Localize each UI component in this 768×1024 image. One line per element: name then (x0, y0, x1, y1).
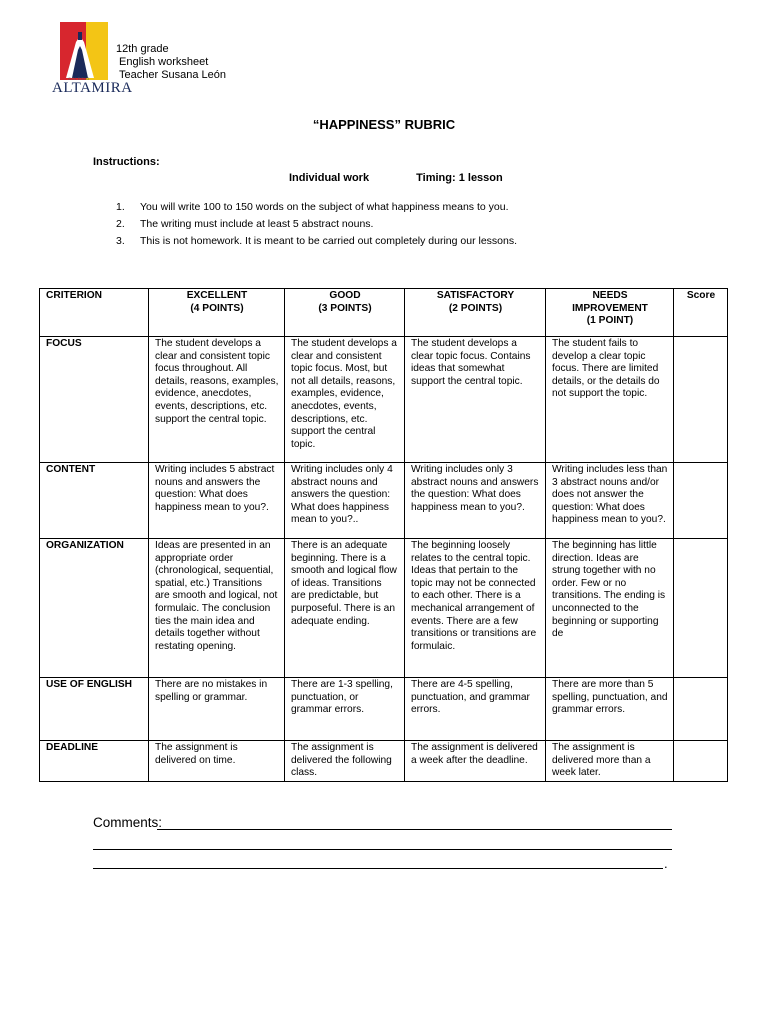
work-meta (289, 172, 503, 184)
logo-text: ALTAMIRA (52, 80, 133, 96)
header-score: Score (674, 289, 728, 337)
rubric-cell-needs: Writing includes less than 3 abstract nouns and/or does not answer the question: What does happiness mean to you?. (546, 463, 674, 539)
rubric-cell-excellent: Writing includes 5 abstract nouns and answers the question: What does happiness mean to you?. (149, 463, 285, 539)
rubric-row (40, 678, 728, 741)
header-needs-improvement: NEEDS IMPROVEMENT (1 POINT) (546, 289, 674, 337)
rubric-cell-needs: The student fails to develop a clear topic focus. There are limited details, or the details do not support the topic. (546, 337, 674, 463)
rubric-cell-criterion: ORGANIZATION (40, 539, 149, 678)
rubric-cell-excellent: There are no mistakes in spelling or grammar. (149, 678, 285, 741)
rubric-cell-excellent: The assignment is delivered on time. (149, 741, 285, 782)
rubric-cell-criterion: CONTENT (40, 463, 149, 539)
rubric-cell-satisfactory: The beginning loosely relates to the central topic. Ideas that pertain to the topic may not be connected to each other. There is a mechanical arrangement of events. There are a few transitions or transitions are formulaic. (405, 539, 546, 678)
instruction-text: The writing must include at least 5 abstract nouns. (140, 217, 374, 230)
rubric-cell-score[interactable] (674, 337, 728, 463)
comment-line (93, 868, 663, 869)
rubric-cell-good: The assignment is delivered the following class. (285, 741, 405, 782)
rubric-cell-needs: There are more than 5 spelling, punctuation, and grammar errors. (546, 678, 674, 741)
subject-line: English worksheet (119, 56, 209, 68)
rubric-cell-satisfactory: The student develops a clear topic focus. Contains ideas that somewhat support the central topic. (405, 337, 546, 463)
rubric-cell-needs: The assignment is delivered more than a week later. (546, 741, 674, 782)
comment-end-mark: . (664, 856, 668, 871)
rubric-cell-satisfactory: Writing includes only 3 abstract nouns and answers the question: What does happiness mean to you?. (405, 463, 546, 539)
rubric-cell-needs: The beginning has little direction. Ideas are strung together with no order. Few or no transitions. The ending is unconnected to the beginning or supporting de (546, 539, 674, 678)
instructions-label: Instructions: (93, 156, 160, 168)
rubric-cell-score[interactable] (674, 539, 728, 678)
rubric-cell-score[interactable] (674, 463, 728, 539)
instruction-item (116, 232, 517, 249)
rubric-cell-satisfactory: There are 4-5 spelling, punctuation, and grammar errors. (405, 678, 546, 741)
instruction-number: 1. (116, 200, 125, 213)
rubric-cell-score[interactable] (674, 678, 728, 741)
instruction-list (116, 198, 517, 249)
rubric-cell-criterion: USE OF ENGLISH (40, 678, 149, 741)
rubric-row (40, 463, 728, 539)
rubric-cell-good: The student develops a clear and consistent topic focus. Most, but not all details, reasons, examples, evidence, anecdotes, events, descriptions, etc. support the central topic. (285, 337, 405, 463)
rubric-cell-criterion: FOCUS (40, 337, 149, 463)
instruction-number: 3. (116, 234, 125, 247)
header-good: GOOD (3 POINTS) (285, 289, 405, 337)
rubric-table (39, 288, 728, 782)
rubric-cell-good: There are 1-3 spelling, punctuation, or grammar errors. (285, 678, 405, 741)
page-title: “HAPPINESS” RUBRIC (312, 117, 456, 132)
rubric-header-row (40, 289, 728, 337)
header-satisfactory: SATISFACTORY (2 POINTS) (405, 289, 546, 337)
worksheet-header (116, 43, 226, 82)
rubric-cell-score[interactable] (674, 741, 728, 782)
comment-line (93, 849, 672, 850)
instruction-text: This is not homework. It is meant to be carried out completely during our lessons. (140, 234, 518, 247)
rubric-cell-good: Writing includes only 4 abstract nouns and answers the question: What does happiness mean to you?.. (285, 463, 405, 539)
rubric-row (40, 539, 728, 678)
teacher-line: Teacher Susana León (119, 69, 227, 81)
rubric-cell-criterion: DEADLINE (40, 741, 149, 782)
rubric-cell-excellent: Ideas are presented in an appropriate order (chronological, sequential, spatial, etc.) Transitions are smooth and logical, not formulaic. The conclusion ties the main idea and details together without restating opening. (149, 539, 285, 678)
instruction-text: You will write 100 to 150 words on the subject of what happiness means to you. (140, 200, 509, 213)
header-excellent: EXCELLENT (4 POINTS) (149, 289, 285, 337)
header-criterion: CRITERION (40, 289, 149, 337)
rubric-cell-good: There is an adequate beginning. There is a smooth and logical flow of ideas. Transitions are predictable, but purposeful. There is an adequate ending. (285, 539, 405, 678)
rubric-cell-satisfactory: The assignment is delivered a week after the deadline. (405, 741, 546, 782)
rubric-cell-excellent: The student develops a clear and consistent topic focus throughout. All details, reasons, examples, evidence, anecdotes, events, descriptions, etc. support the central topic. (149, 337, 285, 463)
instruction-item (116, 215, 517, 232)
rubric-row (40, 741, 728, 782)
instruction-number: 2. (116, 217, 125, 230)
comment-line (157, 829, 672, 830)
logo-subtext: COLEGIO (68, 76, 90, 81)
work-type: Individual work (289, 172, 370, 184)
timing: Timing: 1 lesson (416, 172, 503, 184)
rubric-row (40, 337, 728, 463)
comments-label: Comments: (93, 815, 163, 830)
grade-line: 12th grade (116, 43, 169, 55)
instruction-item (116, 198, 517, 215)
